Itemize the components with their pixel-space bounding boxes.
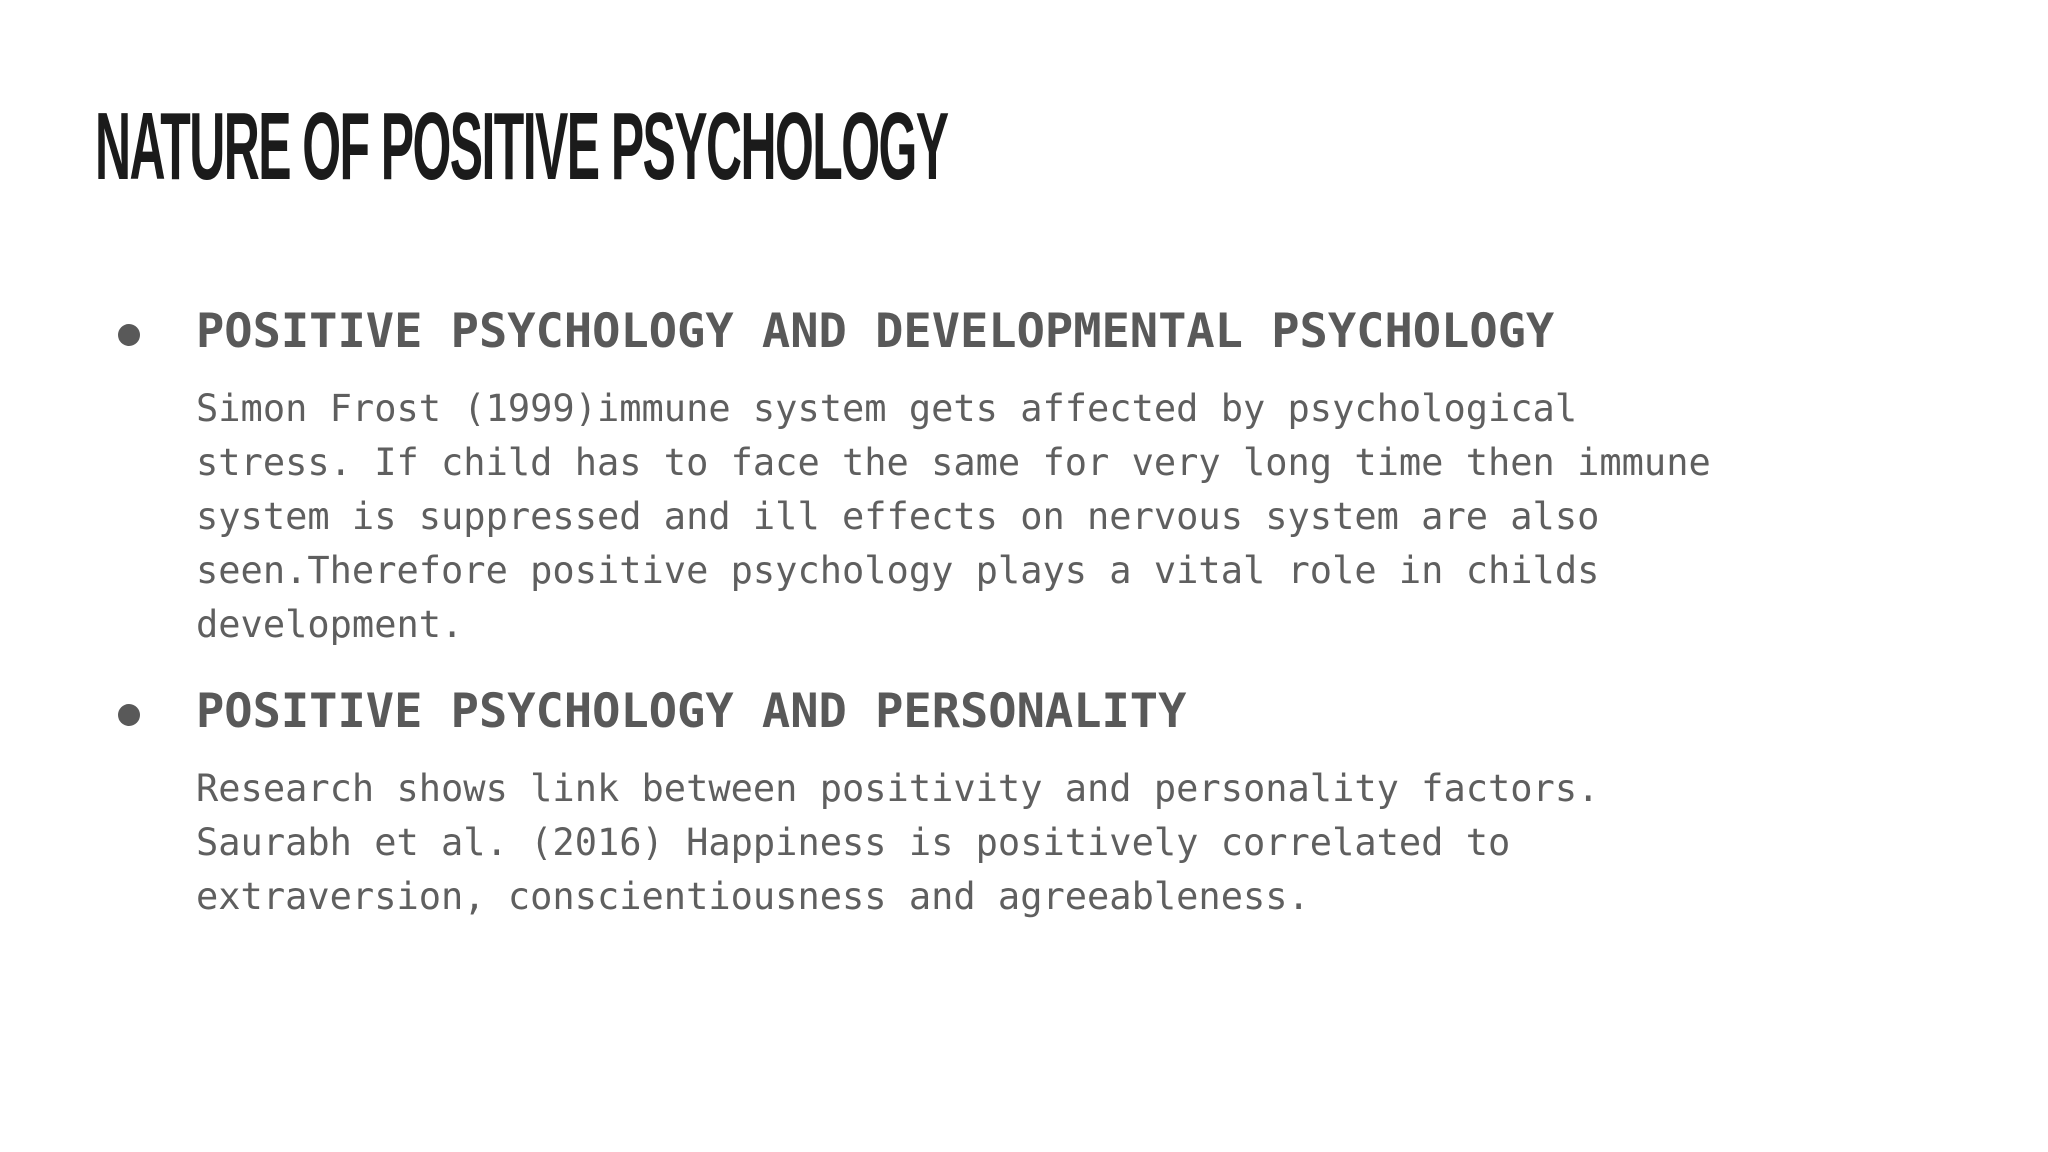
bullet-item — [114, 676, 1994, 748]
section-heading: POSITIVE PSYCHOLOGY AND PERSONALITY — [196, 684, 1187, 739]
slide-title: NATURE OF POSITIVE PSYCHOLOGY — [95, 93, 948, 200]
section-developmental — [114, 296, 1994, 652]
bullet-icon — [118, 324, 140, 346]
bullet-icon — [118, 704, 140, 726]
slide-content — [114, 296, 1994, 924]
section-heading: POSITIVE PSYCHOLOGY AND DEVELOPMENTAL PSYCHOLOGY — [196, 304, 1555, 359]
section-paragraph: Research shows link between positivity and personality factors. Saurabh et al. (2016) Happiness is positively correlated to extraversion, conscientiousness and agreeableness. — [196, 767, 1600, 918]
section-paragraph: Simon Frost (1999)immune system gets affected by psychological stress. If child has to face the same for very long time then immune system is suppressed and ill effects on nervous system are also seen.Therefore positive psychology plays a vital role in childs development. — [196, 387, 1711, 646]
section-personality — [114, 676, 1994, 924]
bullet-item — [114, 296, 1994, 368]
